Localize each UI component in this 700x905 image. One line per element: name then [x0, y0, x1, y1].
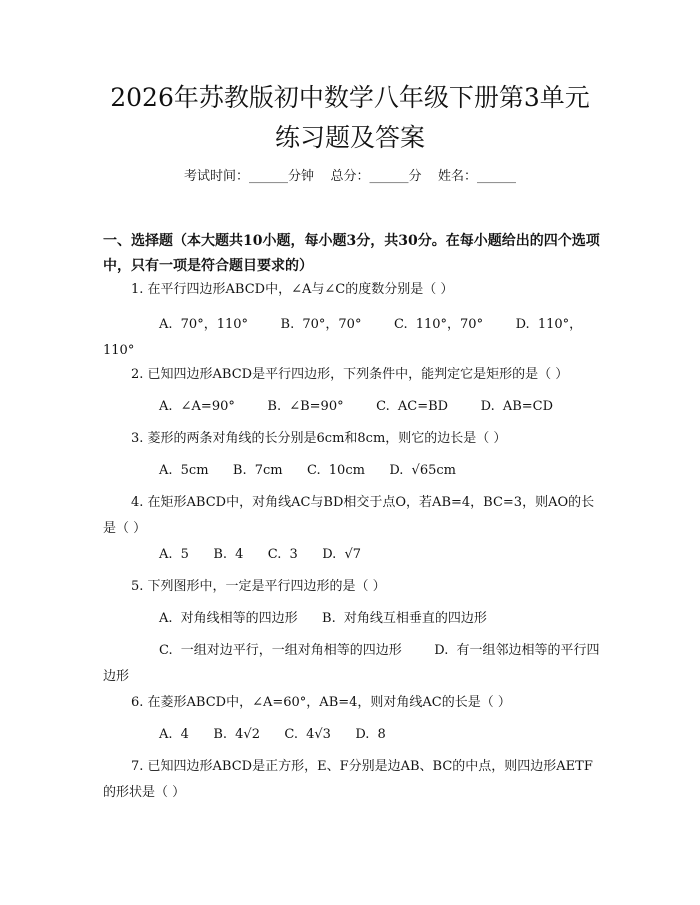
section-heading: 一、选择题（本大题共10小题，每小题3分，共30分。在每小题给出的四个选项中，只有一项是符合题目要求的） — [103, 233, 600, 274]
question-7-stem: 7. 已知四边形ABCD是正方形，E、F分别是边AB、BC的中点，则四边形AETF的形状是（ ） — [103, 759, 593, 800]
exam-info-line: 考试时间：______分钟 总分：______分 姓名：______ — [183, 169, 517, 184]
question-3-options: A. 5cm B. 7cm C. 10cm D. √65cm — [159, 463, 456, 478]
document-title-line-2: 练习题及答案 — [274, 123, 425, 152]
question-5-options-row-2: C. 一组对边平行，一组对角相等的四边形 D. 有一组邻边相等的平行四边形 — [103, 643, 600, 684]
question-3-stem: 3. 菱形的两条对角线的长分别是6cm和8cm，则它的边长是（ ） — [131, 431, 507, 446]
question-2-options: A. ∠A=90° B. ∠B=90° C. AC=BD D. AB=CD — [159, 399, 554, 414]
question-6-stem: 6. 在菱形ABCD中，∠A=60°，AB=4，则对角线AC的长是（ ） — [131, 695, 511, 710]
question-6-options: A. 4 B. 4√2 C. 4√3 D. 8 — [159, 727, 386, 742]
question-5-options-row-1: A. 对角线相等的四边形 B. 对角线互相垂直的四边形 — [159, 611, 487, 626]
question-1-options: A. 70°，110° B. 70°，70° C. 110°，70° D. 110°，110° — [103, 317, 583, 358]
question-4-options: A. 5 B. 4 C. 3 D. √7 — [159, 547, 362, 562]
question-2-stem: 2. 已知四边形ABCD是平行四边形，下列条件中，能判定它是矩形的是（ ） — [131, 367, 569, 382]
question-1-stem: 1. 在平行四边形ABCD中，∠A与∠C的度数分别是（ ） — [131, 282, 454, 297]
question-4-stem: 4. 在矩形ABCD中，对角线AC与BD相交于点O，若AB=4，BC=3，则AO的长是（ ） — [103, 495, 595, 536]
document-title-line-1: 2026年苏教版初中数学八年级下册第3单元 — [110, 83, 590, 112]
question-5-stem: 5. 下列图形中，一定是平行四边形的是（ ） — [131, 579, 386, 594]
